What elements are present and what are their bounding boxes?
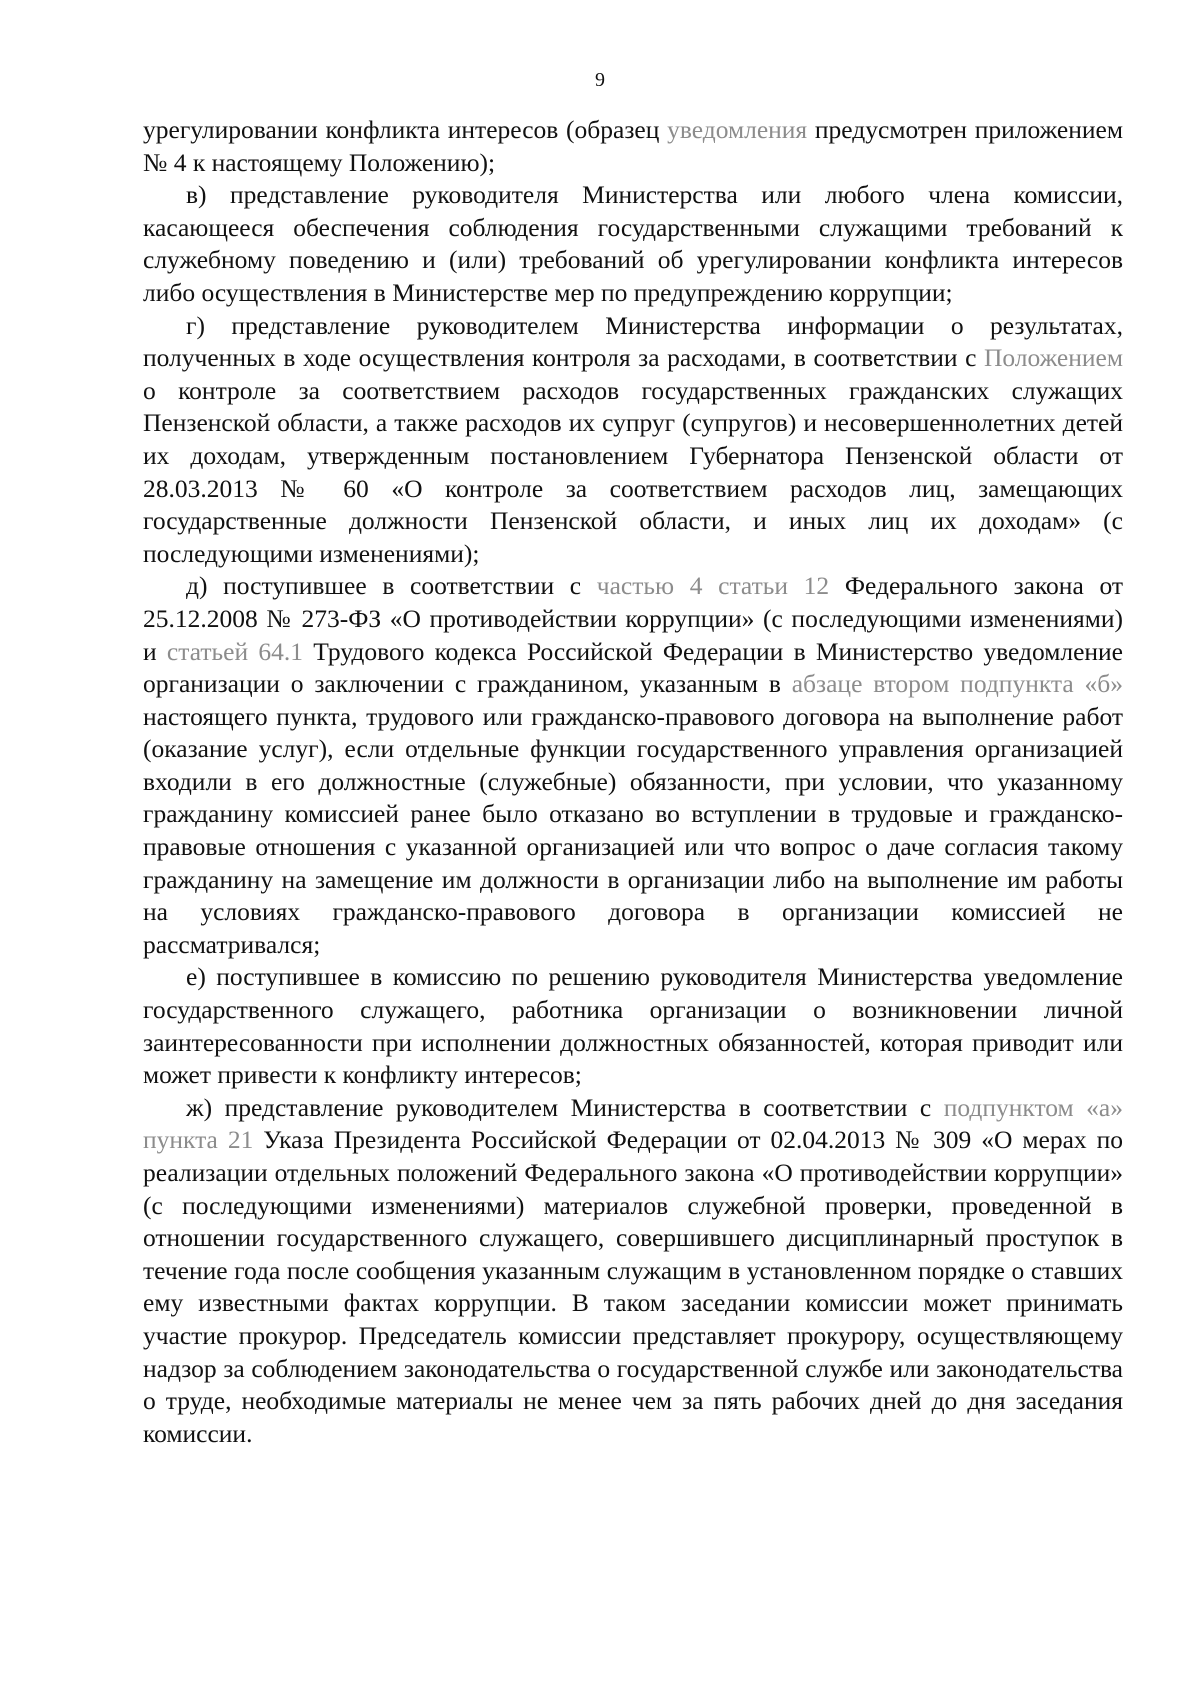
link-podpunkt-a-punkta-21[interactable]: подпунктом «а» пункта 21 (143, 1092, 1123, 1155)
document-body (143, 114, 1123, 1450)
paragraph-item-d (143, 570, 1123, 961)
text-run: урегулировании конфликта интересов (образец (143, 115, 668, 144)
text-run: Трудового кодекса Российской Федерации в Министерство уведомление организации о заключении с гражданином, указанным в (143, 636, 1123, 699)
text-run: предусмотрен приложением № 4 к настоящему Положению); (143, 115, 1123, 177)
link-uvedomleniya[interactable]: уведомления (667, 115, 808, 144)
link-abzac-vtoroy[interactable]: абзаце втором подпункта «б» (791, 669, 1123, 699)
paragraph-item-zh (143, 1092, 1123, 1451)
paragraph-continuation (143, 114, 1123, 179)
link-chast-4-stati-12[interactable]: частью 4 статьи 12 (596, 571, 830, 601)
text-run: Указа Президента Российской Федерации от 02.04.2013 № 309 «О мерах по реализации отдельных положений Федерального закона «О противодействии коррупции» (с последующими изменениями) материалов служебной проверки, проведенной в отношении государственного служащего, совершившего дисциплинарный проступок в течение года после сообщения указанным служащим в установленном порядке о ставших ему известными фактах коррупции. В таком заседании комиссии может принимать участие прокурор. Председатель комиссии представляет прокурору, осуществляющему надзор за соблюдением законодательства о государственной службе или законодательства о труде, необходимые материалы не менее чем за пять рабочих дней до дня заседания комиссии. (143, 1125, 1123, 1448)
page-number: 9 (595, 69, 605, 91)
text-run: настоящего пункта, трудового или гражданско-правового договора на выполнение работ (оказание услуг), если отдельные функции государственного управления организацией входили в его должностные (служебные) обязанности, при условии, что указанному гражданину комиссией ранее было отказано во вступлении в трудовые и гражданско-правовые отношения с указанной организацией или что вопрос о даче согласия такому гражданину на замещение им должности в организации либо на выполнение им работы на условиях гражданско-правового договора в организации комиссией не рассматривался; (143, 701, 1123, 959)
paragraph-item-v (143, 179, 1123, 309)
paragraph-item-g (143, 310, 1123, 571)
text-run: в) представление руководителя Министерства или любого члена комиссии, касающееся обеспечения соблюдения государственными служащими требований к служебному поведению и (или) требований об урегулировании конфликта интересов либо осуществления в Министерстве мер по предупреждению коррупции; (143, 180, 1123, 307)
text-run: Федерального закона от 25.12.2008 № 273-ФЗ «О противодействии коррупции» (с последующими изменениями) и (143, 571, 1123, 666)
text-run: д) поступившее в соответствии с (186, 571, 597, 601)
link-statya-64-1[interactable]: статьей 64.1 (166, 636, 303, 666)
paragraph-item-e (143, 961, 1123, 1091)
text-run: е) поступившее в комиссию по решению руководителя Министерства уведомление государственного служащего, работника организации о возникновении личной заинтересованности при исполнении должностных обязанностей, которая приводит или может привести к конфликту интересов; (143, 962, 1123, 1090)
text-run: о контроле за соответствием расходов государственных гражданских служащих Пензенской области, а также расходов их супруг (супругов) и несовершеннолетних детей их доходам, утвержденным постановлением Губернатора Пензенской области от 28.03.2013 № 60 «О контроле за соответствием расходов лиц, замещающих государственные должности Пензенской области, и иных лиц их доходам» (с последующими изменениями); (143, 375, 1123, 568)
text-run: г) представление руководителем Министерства информации о результатах, полученных в ходе осуществления контроля за расходами, в соответствии с (143, 310, 1123, 373)
text-run: ж) представление руководителем Министерства в соответствии с (186, 1092, 944, 1122)
link-polozheniem[interactable]: Положением (983, 343, 1123, 373)
